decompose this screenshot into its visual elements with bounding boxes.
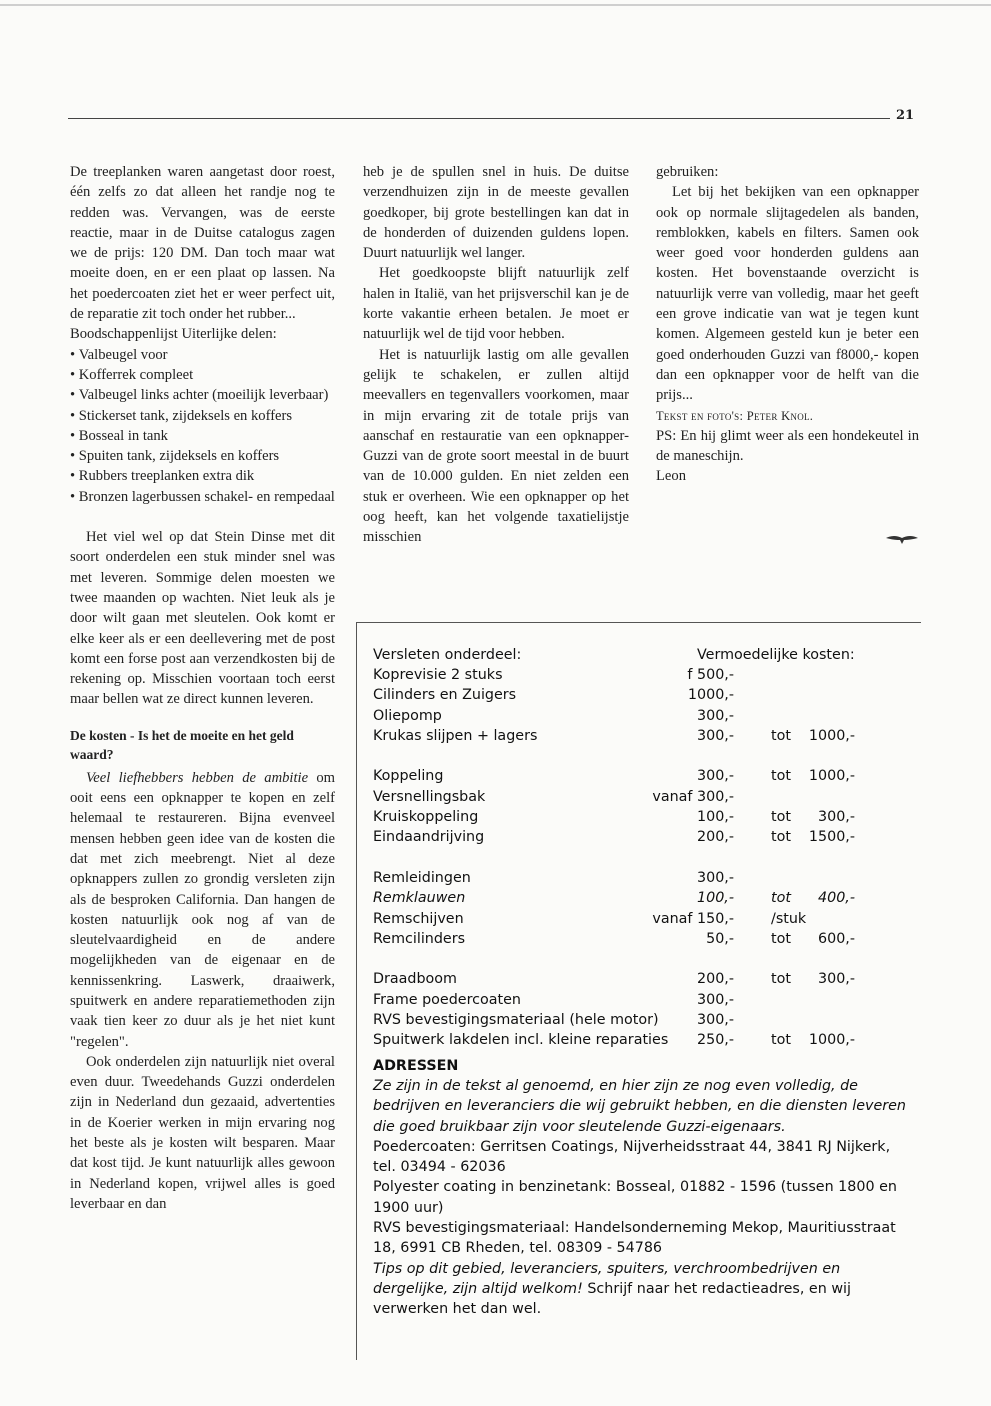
- cost-cell-tot: tot: [771, 768, 791, 785]
- cost-cell-part: Remschijven: [373, 910, 464, 927]
- paragraph: Ook onderdelen zijn natuurlijk niet overal even duur. Tweedehands Guzzi onderdelen zijn in Nederland dun gezaaid, advertenties in de Koerier werken in mijn ervaring nog het beste als je kosten wilt besparen. Maar dat kost tijd. Je kunt natuurlijk alles gewoon in Nederland kopen, vrijwel alles is goed leverbaar en dan: [70, 1053, 335, 1212]
- cost-row: [373, 1030, 913, 1050]
- shopping-list-item: • Valbeugel links achter (moeilijk leverbaar): [70, 385, 335, 405]
- article-column-2: [363, 162, 629, 548]
- cost-cell-tot: tot: [771, 727, 791, 744]
- cost-row: [373, 990, 913, 1010]
- cost-cell-part: Versnellingsbak: [373, 788, 486, 805]
- cost-row: [373, 706, 913, 726]
- cost-cell-part: Remklauwen: [373, 890, 466, 907]
- shopping-list-item: • Stickerset tank, zijdeksels en koffers: [70, 406, 335, 426]
- cost-row: [373, 807, 913, 827]
- cost-group-gap: [373, 848, 913, 868]
- cost-cell-pre: vanaf 300,-: [652, 788, 734, 805]
- cost-row: [373, 827, 913, 847]
- cost-cell-pre: 50,-: [706, 930, 734, 947]
- page-number: 21: [896, 108, 915, 123]
- shopping-list-item: • Bronzen lagerbussen schakel- en rempedaal: [70, 487, 335, 507]
- eagle-end-mark-icon: [884, 532, 920, 546]
- cost-cell-part: Frame poedercoaten: [373, 991, 521, 1008]
- cost-overview-content: [373, 645, 913, 1320]
- cost-row: [373, 766, 913, 786]
- cost-cell-pre: 300,-: [697, 768, 734, 785]
- cost-cell-pre: 200,-: [697, 971, 734, 988]
- cost-cell-tot: tot: [771, 829, 791, 846]
- cost-cell-tot: /stuk: [771, 910, 807, 927]
- cost-cell-to: 1500,-: [808, 829, 855, 846]
- cost-cell-pre: 300,-: [697, 727, 734, 744]
- paragraph: gebruiken:: [656, 164, 719, 180]
- cost-row: [373, 969, 913, 989]
- cost-cell-pre: f 500,-: [687, 667, 734, 683]
- cost-cell-pre: 250,-: [697, 1032, 734, 1049]
- cost-cell-pre: vanaf 150,-: [652, 910, 734, 927]
- part-column-header: Versleten onderdeel:: [373, 647, 522, 663]
- credit-name: Peter Knol.: [746, 408, 814, 423]
- signature: Leon: [656, 468, 686, 485]
- section-heading: De kosten - Is het de moeite en het geld waard?: [70, 727, 294, 762]
- cost-cell-tot: tot: [771, 971, 791, 988]
- paragraph: Het is natuurlijk lastig om alle gevallen gelijk te schakelen, er zullen altijd meevallers en tegenvallers voorkomen, maar in mijn ervaring zit de totale prijs van aanschaf en restauratie van een opknapper-Guzzi van de grote soort meestal in de buurt van de 10.000 gulden. En niet zelden een stuk er overheen. Wie een opknapper op het oog heeft, kan het volgende taxatielijstje misschien: [363, 346, 629, 546]
- cost-cell-to: 1000,-: [808, 1032, 855, 1049]
- cost-cell-to: 400,-: [818, 890, 855, 907]
- paragraph: De treeplanken waren aangetast door roest, één zelfs zo dat alleen het randje nog te redden was. Vervangen, was de eerste reactie, maar in de Duitse catalogus zagen we de prijs: 120 DM. Dan toch maar wat moeite doen, en er een plaat op lassen. Na het poedercoaten ziet het er weer perfect uit, de reparatie zit toch onder het rubber...: [70, 164, 335, 323]
- cost-row: [373, 726, 913, 746]
- cost-cell-to: 300,-: [818, 971, 855, 988]
- tips-note: [373, 1259, 913, 1320]
- paragraph: heb je de spullen snel in huis. De duitse verzendhuizen zijn in de meeste gevallen goedkoper, bij grote bestellingen kan dat in de honderden of duizenden guldens lopen. Duurt natuurlijk wel langer.: [363, 164, 629, 262]
- shopping-list-item: • Kofferrek compleet: [70, 365, 335, 385]
- shopping-list-item: • Rubbers treeplanken extra dik: [70, 466, 335, 486]
- addresses-section: [373, 1056, 913, 1320]
- cost-cell-pre: 300,-: [697, 869, 734, 886]
- header-rule: [68, 118, 890, 119]
- address-entry: Poedercoaten: Gerritsen Coatings, Nijverheidsstraat 44, 3841 RJ Nijkerk, tel. 03494 - 62036: [373, 1138, 891, 1176]
- cost-cell-pre: 300,-: [697, 707, 734, 724]
- shopping-list-item: • Spuiten tank, zijdeksels en koffers: [70, 446, 335, 466]
- cost-cell-part: Krukas slijpen + lagers: [373, 727, 538, 744]
- shopping-list: [70, 345, 335, 507]
- cost-cell-tot: tot: [771, 930, 791, 947]
- article-column-3: [656, 162, 919, 562]
- spacer: [70, 507, 335, 527]
- cost-cell-tot: tot: [771, 1032, 791, 1049]
- cost-cell-pre: 300,-: [697, 991, 734, 1008]
- addresses-title: ADRESSEN: [373, 1057, 459, 1074]
- paragraph: Let bij het bekijken van een opknapper ook op normale slijtagedelen als banden, remblokken, kabels en filters. Samen ook weer goed voor honderden guldens aan kosten. Het bovenstaande overzicht is natuurlijk verre van volledig, maar het geeft een grove indicatie van wat je tegen kunt komen. Algemeen gesteld kun je beter een goed onderhouden Guzzi van f8000,- kopen dan een opknapper voor de helft van die prijs...: [656, 184, 919, 404]
- page-top-rule: [0, 4, 991, 6]
- cost-cell-part: Remcilinders: [373, 930, 466, 947]
- paragraph: [70, 768, 335, 1052]
- paragraph: Het goedkoopste blijft natuurlijk zelf halen in Italië, van het prijsverschil kan je de korte vakantie erheen betalen. Je moet er natuurlijk wel de tijd voor hebben.: [363, 265, 629, 343]
- cost-row: [373, 787, 913, 807]
- cost-table-header: [373, 645, 913, 665]
- cost-cell-part: Cilinders en Zuigers: [373, 687, 517, 704]
- cost-row: [373, 665, 913, 685]
- cost-table: [373, 665, 913, 1051]
- tips-italic: Tips op dit gebied, leveranciers, spuiters, verchroombedrijven en dergelijke, zijn altijd welkom!: [373, 1260, 841, 1297]
- cost-cell-part: Eindaandrijving: [373, 829, 485, 846]
- cost-cell-part: Oliepomp: [373, 707, 442, 724]
- shopping-list-item: • Valbeugel voor: [70, 345, 335, 365]
- cost-column-header: Vermoedelijke kosten:: [697, 647, 855, 663]
- shopping-list-title: Boodschappenlijst Uiterlijke delen:: [70, 326, 277, 343]
- cost-cell-part: Koppeling: [373, 768, 444, 785]
- paragraph-text: om ooit eens een opknapper te kopen en zelf helemaal te restaureren. Bijna evenveel mensen hebben geen idee van de kosten die dat met zich meebrengt. Niet al deze opknappers zullen zo grondig versleten zijn als de besproken California. Dan hangen de kosten natuurlijk ook nog af van de sleutelvaardigheid en de andere mogelijkheden van de eigenaar en de kennissenkring. Laswerk, draaiwerk, spuitwerk en andere reparatiemethoden zijn vaak tien keer zo duur als je het niet kunt "regelen".: [70, 769, 336, 1050]
- cost-cell-to: 300,-: [818, 809, 855, 826]
- cost-cell-part: Spuitwerk lakdelen incl. kleine reparaties: [373, 1032, 669, 1049]
- tips-text: Schrijf naar het redactieadres, en wij verwerken het dan wel.: [373, 1280, 851, 1318]
- cost-cell-tot: tot: [771, 890, 791, 907]
- cost-cell-to: 600,-: [818, 930, 855, 947]
- credit-label: Tekst en foto's:: [656, 408, 744, 423]
- cost-cell-pre: 1000,-: [687, 687, 734, 704]
- cost-row: [373, 868, 913, 888]
- cost-cell-pre: 300,-: [697, 1012, 734, 1029]
- cost-cell-pre: 100,-: [697, 890, 734, 907]
- article-column-1: [70, 162, 335, 1214]
- cost-row: [373, 909, 913, 929]
- cost-group-gap: [373, 949, 913, 969]
- cost-row: [373, 888, 913, 908]
- cost-overview-box: [356, 622, 921, 1360]
- addresses-intro: Ze zijn in de tekst al genoemd, en hier zijn ze nog even volledig, de bedrijven en leveranciers die wij gebruikt hebben, en die diensten leveren die goed bruikbaar zijn voor sleutelende Guzzi-eigenaars.: [373, 1077, 906, 1135]
- cost-cell-to: 1000,-: [808, 768, 855, 785]
- shopping-list-item: • Bosseal in tank: [70, 426, 335, 446]
- cost-cell-part: Remleidingen: [373, 869, 471, 886]
- cost-group-gap: [373, 746, 913, 766]
- italic-lead: Veel liefhebbers hebben de ambitie: [86, 769, 309, 786]
- author-credit: [656, 406, 919, 426]
- cost-row: [373, 1010, 913, 1030]
- cost-cell-part: Koprevisie 2 stuks: [373, 667, 503, 683]
- cost-cell-pre: 100,-: [697, 809, 734, 826]
- cost-row: [373, 685, 913, 705]
- cost-cell-part: RVS bevestigingsmateriaal (hele motor): [373, 1012, 659, 1029]
- address-entry: RVS bevestigingsmateriaal: Handelsonderneming Mekop, Mauritiusstraat 18, 6991 CB Rheden, tel. 08309 - 54786: [373, 1220, 896, 1257]
- cost-cell-part: Kruiskoppeling: [373, 809, 479, 826]
- address-entry: Polyester coating in benzinetank: Bosseal, 01882 - 1596 (tussen 1800 en 1900 uur): [373, 1179, 897, 1216]
- paragraph: Het viel wel op dat Stein Dinse met dit soort onderdelen een stuk minder snel was met leveren. Sommige delen moesten we twee maanden op wachten. Niet leuk als je door wilt gaan met sleutelen. Ook komt er elke keer als er een deellevering met de post komt een forse post aan verzendkosten bij de rekening op. Misschien voortaan toch eerst maar bellen wat ze direct kunnen leveren.: [70, 529, 335, 708]
- cost-cell-tot: tot: [771, 809, 791, 826]
- cost-row: [373, 929, 913, 949]
- cost-cell-to: 1000,-: [808, 727, 855, 744]
- cost-cell-part: Draadboom: [373, 971, 457, 988]
- cost-cell-pre: 200,-: [697, 829, 734, 846]
- postscript: PS: En hij glimt weer als een hondekeutel in de maneschijn.: [656, 427, 919, 465]
